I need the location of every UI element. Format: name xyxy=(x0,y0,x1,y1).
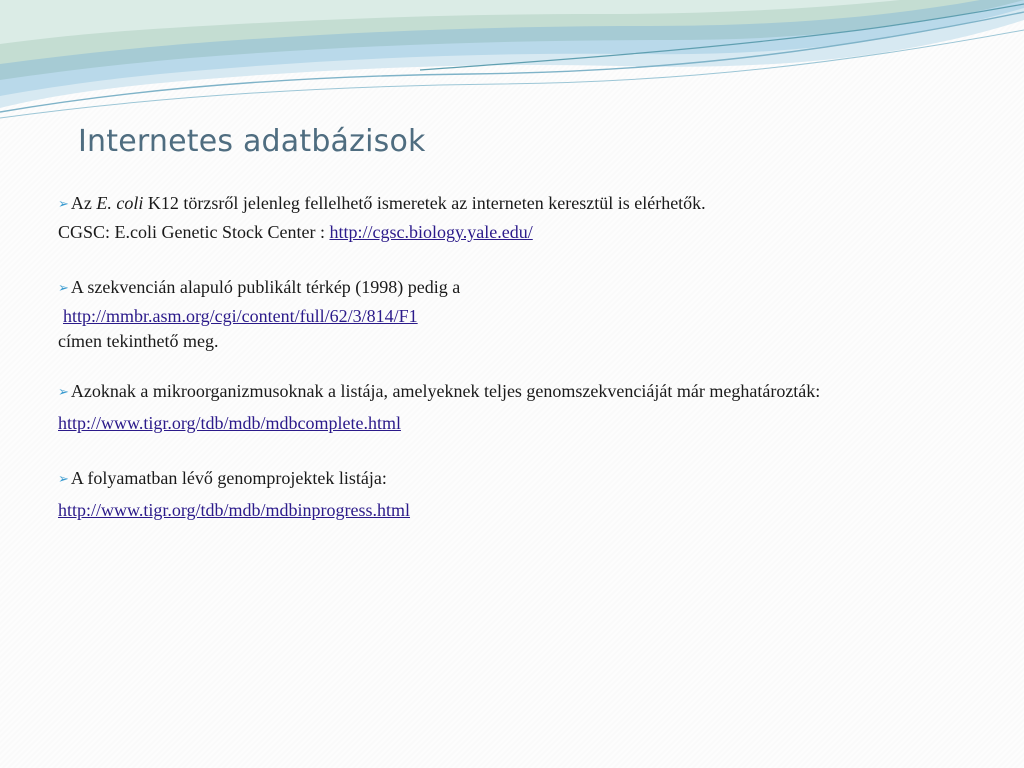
arrow-bullet-icon: ➢ xyxy=(58,197,69,212)
item-text: Azoknak a mikroorganizmusoknak a listája, amelyeknek teljes genomszekvenciáját már meghatározták: xyxy=(70,381,821,401)
mmbr-link[interactable]: http://mmbr.asm.org/cgi/content/full/62/3/814/F1 xyxy=(63,306,418,326)
item-text: címen tekinthető meg. xyxy=(58,331,219,351)
list-item xyxy=(58,190,958,246)
item-text: K12 törzsről jelenleg fellelhető ismeretek az interneten keresztül is elérhetők. xyxy=(143,193,706,213)
tigr-complete-link[interactable]: http://www.tigr.org/tdb/mdb/mdbcomplete.html xyxy=(58,413,401,433)
slide-content xyxy=(58,190,958,552)
bullet-line xyxy=(58,465,958,494)
slide-title: Internetes adatbázisok xyxy=(78,124,426,159)
list-item xyxy=(58,274,958,352)
bullet-line xyxy=(58,190,958,219)
item-text: A folyamatban lévő genomprojektek listája: xyxy=(70,468,387,488)
arrow-bullet-icon: ➢ xyxy=(58,472,69,487)
bullet-line xyxy=(58,380,958,405)
item-text: Az xyxy=(70,193,97,213)
list-item xyxy=(58,380,958,437)
arrow-bullet-icon: ➢ xyxy=(58,385,69,400)
list-item xyxy=(58,465,958,524)
tigr-inprogress-link[interactable]: http://www.tigr.org/tdb/mdb/mdbinprogress.html xyxy=(58,500,411,520)
item-text: CGSC: E.coli Genetic Stock Center : xyxy=(58,222,330,242)
arrow-bullet-icon: ➢ xyxy=(58,281,69,296)
item-italic-text: E. coli xyxy=(96,193,144,213)
item-link-line xyxy=(58,497,958,524)
item-detail-line xyxy=(58,330,958,352)
item-detail-line xyxy=(58,219,958,246)
cgsc-link[interactable]: http://cgsc.biology.yale.edu/ xyxy=(329,222,533,242)
item-link-line xyxy=(58,410,958,437)
decorative-wave-header xyxy=(0,0,1024,130)
item-link-line xyxy=(58,303,958,330)
item-text: A szekvencián alapuló publikált térkép (1998) pedig a xyxy=(70,277,461,297)
bullet-line xyxy=(58,274,958,303)
